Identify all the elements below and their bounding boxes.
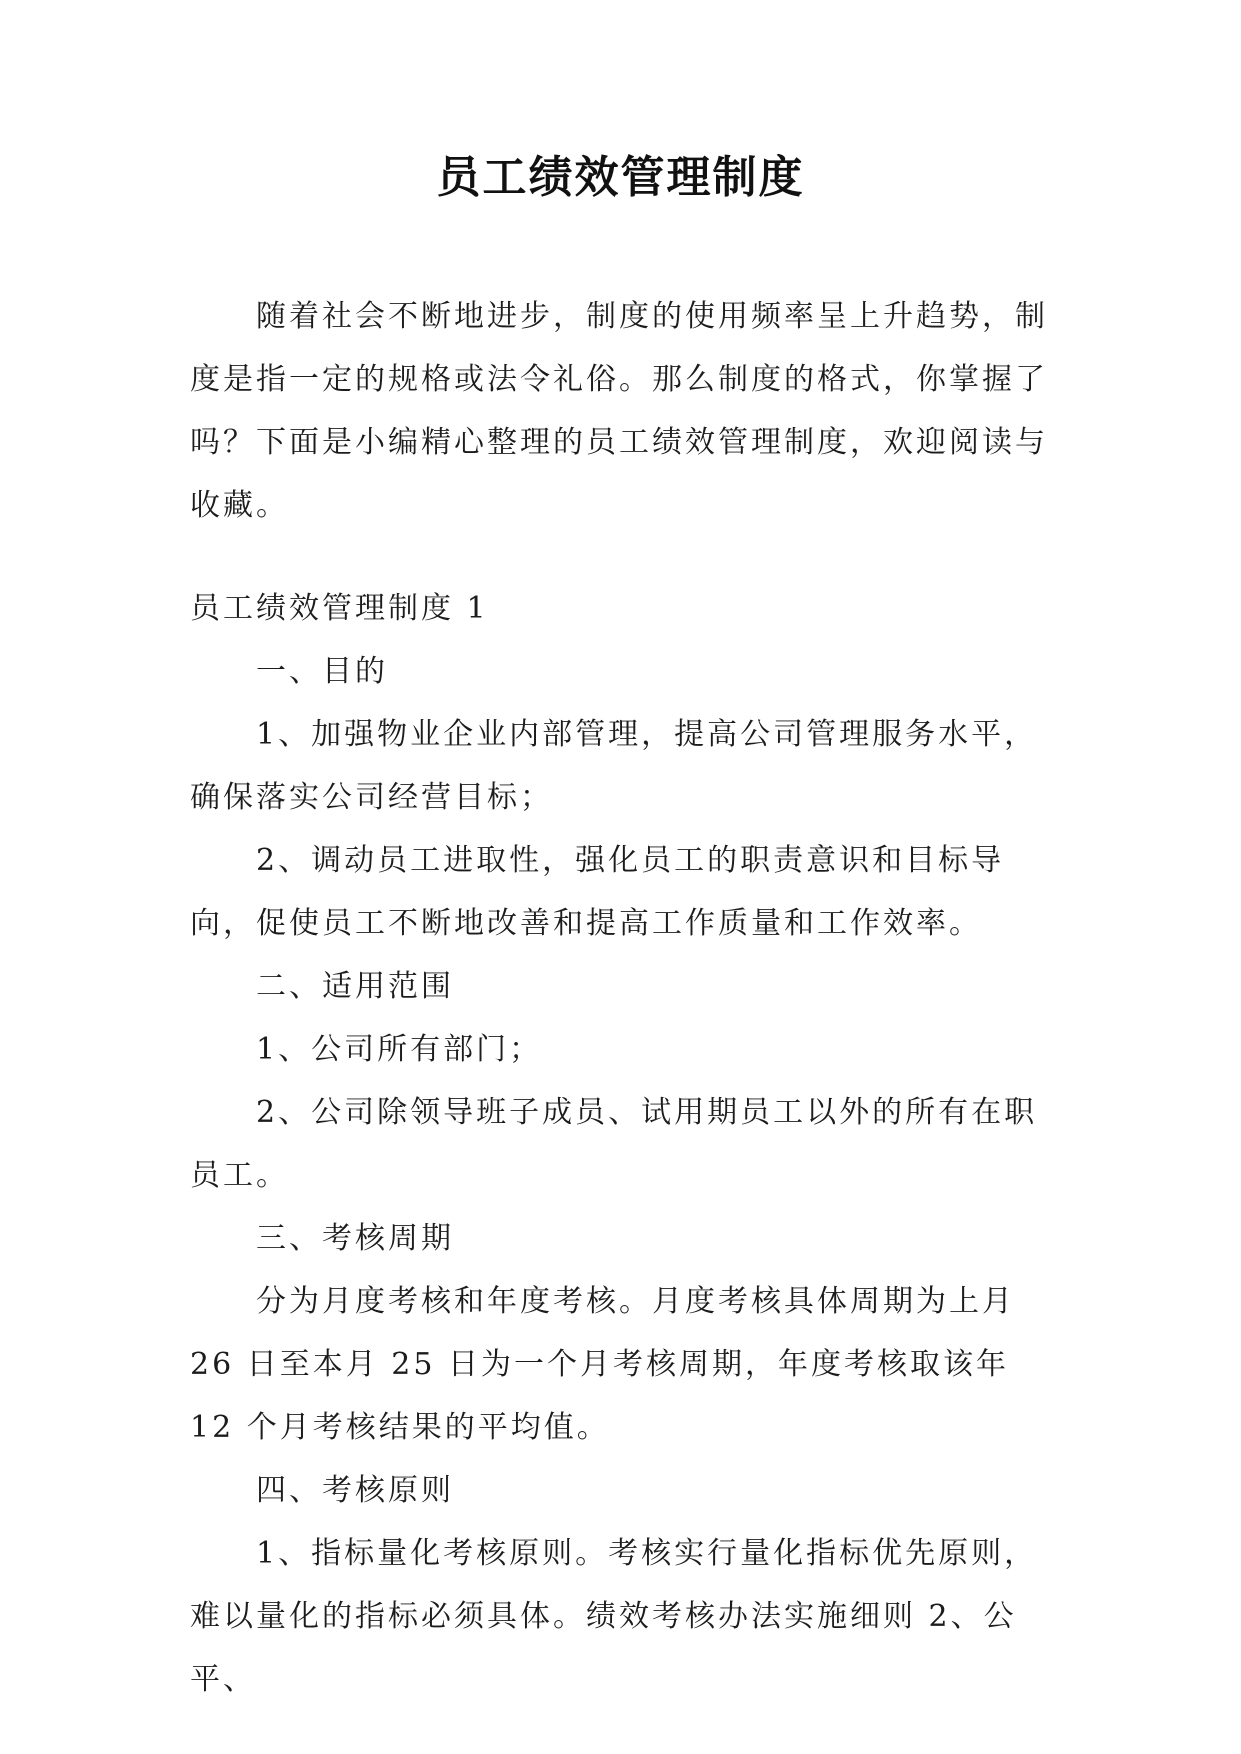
intro-paragraph: 随着社会不断地进步，制度的使用频率呈上升趋势，制度是指一定的规格或法令礼俗。那么制度的格式，你掌握了吗？下面是小编精心整理的员工绩效管理制度，欢迎阅读与收藏。 [190, 299, 1048, 523]
purpose-item-2: 2、调动员工进取性，强化员工的职责意识和目标导向，促使员工不断地改善和提高工作质量和工作效率。 [190, 843, 1005, 941]
heading-principles: 四、考核原则 [256, 1473, 454, 1508]
document-title: 员工绩效管理制度 [436, 152, 805, 203]
heading-scope: 二、适用范围 [256, 969, 454, 1004]
cycle-paragraph: 分为月度考核和年度考核。月度考核具体周期为上月 26 日至本月 25 日为一个月考核周期，年度考核取该年 12 个月考核结果的平均值。 [190, 1284, 1015, 1445]
heading-purpose: 一、目的 [256, 654, 388, 689]
scope-item-1: 1、公司所有部门； [256, 1032, 543, 1067]
section-heading: 员工绩效管理制度 1 [190, 591, 489, 626]
principle-item-1: 1、指标量化考核原则。考核实行量化指标优先原则，难以量化的指标必须具体。绩效考核办法实施细则 2、公平、 [190, 1536, 1038, 1697]
heading-cycle: 三、考核周期 [256, 1221, 454, 1256]
purpose-item-1: 1、加强物业企业内部管理，提高公司管理服务水平，确保落实公司经营目标； [190, 717, 1038, 815]
document-body [190, 577, 1050, 1711]
scope-item-2: 2、公司除领导班子成员、试用期员工以外的所有在职员工。 [190, 1095, 1038, 1193]
